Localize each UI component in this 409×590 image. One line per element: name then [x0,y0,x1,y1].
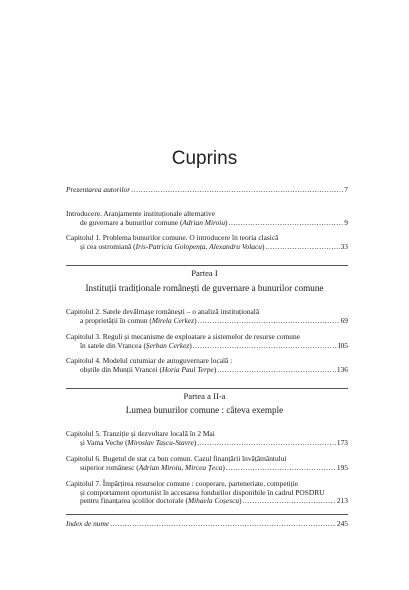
entry-title-cont: obștile din Munții Vrancei ( [80,364,162,374]
paren-close: ) [213,364,217,374]
toc-entry-intro [66,210,348,227]
toc-entry-authors [66,186,348,195]
part-1-label: Partea I [191,268,218,278]
paren-close: ) [189,340,192,350]
entry-author: Horia Paul Terpe [161,364,214,374]
entry-title: Prezentarea autorilor [66,185,131,194]
entry-title-cont: de guvernare a bunurilor comune ( [80,217,183,227]
toc-entry-index [66,520,348,529]
part-2-title: Lumea bunurilor comune : câteva exemple [125,405,284,415]
entry-author: Adrian Miroiu [182,217,226,227]
leader-dots [197,439,336,448]
leader-dots [265,243,339,252]
part-1-title: Instituții tradiționale românești de guvernare a bunurilor comune [85,283,324,293]
leader-dots [229,219,344,228]
leader-dots [131,186,343,195]
entry-author: Mihaela Coșescu [187,496,240,506]
entry-title-cont: pentru finanțarea școlilor doctorale ( [80,496,188,506]
entry-title-cont: în satele din Vrancea ( [80,340,146,350]
leader-dots [193,342,337,351]
page-number: 213 [336,496,348,506]
section-divider [66,514,348,515]
toc-entry-chapter-2 [66,308,348,325]
entry-title-cont: și comportament oportunist în accesarea fondurilor disponibile în cadrul POSDRU [80,487,325,497]
entry-author: Mirela Cerkez [151,315,195,325]
paren-close: ) [225,217,228,227]
paren-close: ) [261,241,265,251]
entry-title: Capitolul 3. Reguli și mecanisme de exploatare a sistemelor de resurse comune [66,332,300,341]
toc-entry-chapter-1 [66,234,348,251]
entry-title-cont: a proprietății în comun ( [80,315,152,325]
entry-author: Miroslav Tașcu-Stavre [127,437,194,447]
entry-title: Capitolul 2. Satele devălmașe românești – o analiză instituțională [66,307,260,316]
entry-title: Capitolul 4. Modelul cutumiar de autoguvernare locală : [66,356,233,365]
page-number: 9 [344,217,348,227]
leader-dots [226,464,336,473]
toc-entry-chapter-4 [66,357,348,374]
page-number: 7 [344,185,348,194]
entry-title-cont: și cea ostromiană ( [80,241,136,251]
toc-entry-chapter-5 [66,430,348,447]
entry-title-cont: și Vama Veche ( [80,437,128,447]
page-number: I05 [338,340,348,350]
leader-dots [110,520,336,529]
leader-dots [243,497,336,506]
toc-entry-chapter-7 [66,480,348,506]
leader-dots [198,317,340,326]
page-number: 33 [340,241,348,251]
part-divider [66,265,348,266]
page-title: Cuprins [171,148,238,169]
paren-close: ) [222,462,225,472]
entry-title: Capitolul 7. Împărțirea resurselor comune : cooperare, parteneriate, competiție [66,479,299,488]
paren-close: ) [193,437,197,447]
page-number: 173 [336,437,348,447]
entry-title: Capitolul 6. Bugetul de stat ca bun comun. Cazul finanțării învățământului [66,454,287,463]
page-number: 245 [336,519,348,528]
entry-author: Iris-Patricia Golopența, Alexandru Volacu [135,241,262,251]
paren-close: ) [194,315,197,325]
entry-author: Adrian Miroiu, Mircea Țeca [138,462,223,472]
part-divider [66,388,348,389]
entry-author: Șerban Cerkez [145,340,190,350]
entry-title: Index de nume [66,519,110,528]
entry-title: Capitolul 5. Tranziție și dezvoltare locală în 2 Mai [66,429,215,438]
entry-title: Capitolul 1. Problema bunurilor comune. O introducere în teoria clasică [66,233,279,242]
page-number: 195 [336,462,348,472]
leader-dots [217,366,336,375]
toc-entry-chapter-3 [66,333,348,350]
entry-title: Introducere. Aranjamente instituționale alternative [66,209,215,218]
toc-entry-chapter-6 [66,455,348,472]
page-number: 136 [336,364,348,374]
entry-title-cont: superior românesc ( [80,462,139,472]
paren-close: ) [239,496,242,506]
page-number: 69 [340,315,348,325]
part-2-label: Partea a II-a [183,391,226,401]
